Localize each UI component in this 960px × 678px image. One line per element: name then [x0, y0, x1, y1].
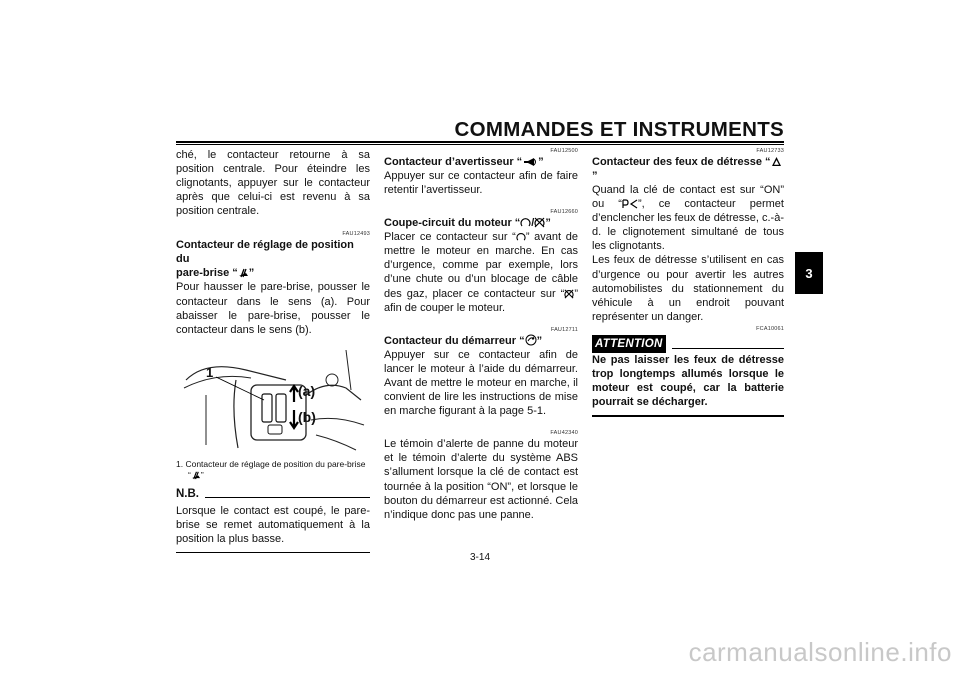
column-2 [384, 148, 578, 522]
hazard-icon [771, 156, 782, 167]
kill-switch-body [384, 230, 578, 315]
attention-end-rule [592, 415, 784, 417]
kill-switch-heading [384, 216, 578, 230]
windshield-heading-line2: pare-brise “ [176, 267, 238, 280]
parking-icon [622, 199, 638, 209]
hazard-body-1a: Quand la clé de contact est sur “ON” ou “ [592, 184, 784, 211]
hazard-body-1 [592, 183, 784, 253]
column-3 [592, 148, 784, 417]
section-code: FAU12500 [550, 148, 578, 154]
figure-callout-b: (b) [298, 408, 316, 425]
horn-heading-text: Contacteur d’avertisseur “ [384, 156, 523, 168]
kill-heading-close: ” [545, 217, 551, 230]
warning-light-body: Le témoin d’alerte de panne du moteur et le témoin d’alerte du système ABS s’allument lorsque la clé de contact est tournée à la position “ON”, et lorsque le bouton du démarreur est actionné. Cela n’indique donc pas une panne. [384, 438, 578, 521]
kill-body-3: ” afin de couper le moteur. [384, 287, 578, 314]
column-1 [176, 148, 370, 553]
attention-label: ATTENTION [592, 335, 666, 353]
chapter-tab: 3 [795, 252, 823, 294]
kill-body-1: Placer ce contacteur sur “ [384, 231, 516, 244]
engine-run-icon [520, 217, 531, 228]
watermark: carmanualsonline.info [688, 637, 952, 667]
engine-stop-icon [564, 289, 574, 299]
engine-run-icon [516, 232, 526, 242]
header-rule [176, 141, 784, 143]
figure-caption-close: ” [200, 469, 204, 480]
intro-paragraph: ché, le contacteur retourne à sa position centrale. Pour éteindre les clignotants, appuyer sur le contacteur après que celui-ci est revenu à sa position centrale. [176, 149, 370, 218]
kill-heading-text: Coupe-circuit du moteur “ [384, 217, 521, 230]
hazard-heading-text: Contacteur des feux de détresse “ [592, 156, 771, 168]
section-code: FAU42340 [550, 430, 578, 437]
windshield-icon [191, 470, 201, 480]
windshield-body: Pour hausser le pare-brise, pousser le contacteur dans le sens (a). Pour abaisser le pare-brise, pousser le contacteur dans le sens (b). [176, 281, 370, 336]
section-code: FAU12733 [756, 148, 784, 154]
horn-body: Appuyer sur ce contacteur afin de faire retentir l’avertisseur. [384, 170, 578, 197]
handlebar-switch-illustration [176, 340, 368, 453]
horn-heading-close: ” [538, 156, 544, 168]
starter-body: Appuyer sur ce contacteur afin de lancer le moteur à l’aide du démarreur. Avant de mettre le moteur en marche, il convient de lire les instructions de mise en marche figurant à la page 5-1. [384, 348, 578, 418]
windshield-heading-close: ” [248, 267, 255, 280]
nb-heading [176, 487, 370, 501]
hazard-heading [592, 155, 784, 183]
page-header-title: COMMANDES ET INSTRUMENTS [454, 118, 784, 141]
section-code: FAU12660 [550, 209, 578, 216]
figure-callout-a: (a) [298, 382, 316, 399]
nb-label: N.B. [176, 487, 199, 500]
header-rule-thin [176, 144, 784, 145]
figure-caption-text: 1. Contacteur de réglage de position du pare-brise “ [176, 458, 366, 480]
horn-icon [522, 157, 538, 167]
starter-icon [525, 334, 537, 346]
windshield-icon [238, 267, 249, 278]
switch-figure [176, 340, 368, 453]
section-code: FCA10061 [756, 325, 784, 332]
section-code: FAU12493 [342, 231, 370, 238]
starter-heading-close: ” [536, 334, 543, 347]
kill-heading-sep: / [531, 217, 535, 230]
section-code: FAU12711 [550, 326, 578, 333]
windshield-heading-line1: Contacteur de réglage de position du [176, 239, 354, 266]
attention-heading [592, 335, 784, 353]
attention-body: Ne pas laisser les feux de détresse trop longtemps allumés lorsque le moteur est coupé, car la batterie pourrait se décharger. [592, 354, 784, 409]
figure-caption [176, 459, 370, 481]
engine-stop-icon [534, 217, 545, 228]
page-number: 3-14 [469, 552, 490, 563]
nb-text: Lorsque le contact est coupé, le pare-brise se remet automatiquement à la position la plus basse. [176, 504, 370, 546]
windshield-heading [176, 238, 370, 280]
figure-callout-1: 1 [206, 364, 214, 380]
hazard-body-2: Les feux de détresse s’utilisent en cas d’urgence ou pour avertir les autres automobilistes du stationnement du véhicule à un endroit pouvant représenter un danger. [592, 254, 784, 323]
starter-heading [384, 334, 578, 348]
hazard-body-1b: ”, ce contacteur permet d’enclencher les feux de détresse, c.-à-d. le clignotement simultané de tous les clignotants. [592, 198, 784, 253]
kill-body-2: ” avant de mettre le moteur en marche. En cas d’urgence, comme par exemple, lors d’une chute ou d’un blocage de câble des gaz, placer ce contacteur sur “ [384, 231, 578, 300]
starter-heading-text: Contacteur du démarreur “ [384, 334, 525, 347]
horn-heading [384, 155, 578, 169]
hazard-heading-close: ” [592, 170, 598, 182]
